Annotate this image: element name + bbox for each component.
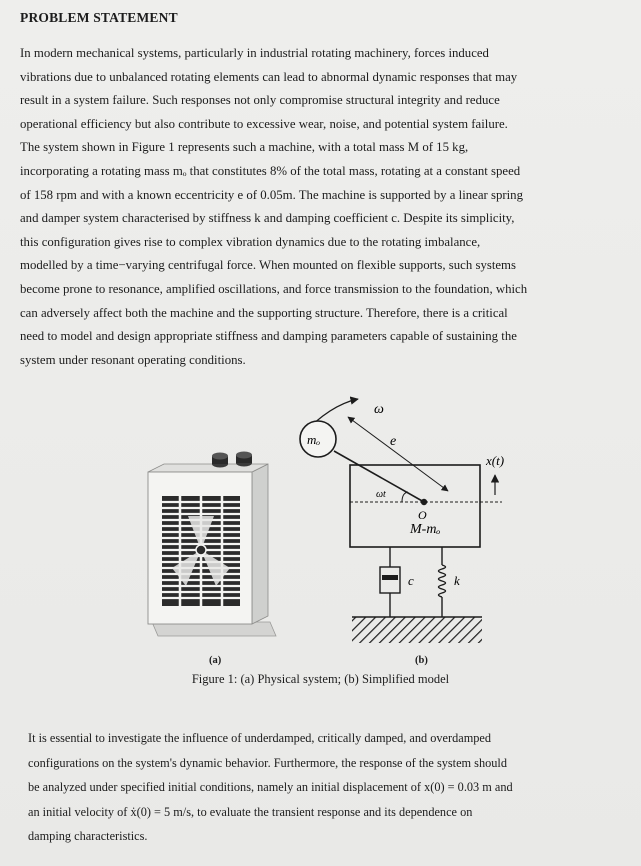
ground-hatch xyxy=(352,617,482,643)
figure-label-b: (b) xyxy=(415,655,428,666)
rotating-mass-label: mₒ xyxy=(307,432,321,447)
fan-grille-icon xyxy=(162,496,240,606)
paragraph-line: need to model and design appropriate stiffness and damping parameters capable of sustaining the xyxy=(20,329,517,344)
eccentricity-label: e xyxy=(390,434,397,449)
paragraph-line: of 158 rpm and with a known eccentricity e of 0.05m. The machine is supported by a linear spring xyxy=(20,187,523,202)
spring-icon xyxy=(439,547,446,617)
center-label: O xyxy=(418,508,427,522)
paragraph-line: damping characteristics. xyxy=(28,829,148,844)
damper-icon xyxy=(380,547,400,617)
body-mass-label: M-mₒ xyxy=(410,522,441,537)
paragraph-line: become prone to resonance, amplified oscillations, and force transmission to the foundation, which xyxy=(20,281,528,296)
paragraph-line: vibrations due to unbalanced rotating elements can lead to abnormal dynamic responses that may xyxy=(20,69,518,84)
paragraph-line: an initial velocity of ẋ(0) = 5 m/s, to evaluate the transient response and its dependence on xyxy=(28,804,473,819)
paragraph-line: can adversely affect both the machine and the supporting structure. Therefore, there is a critical xyxy=(20,305,508,320)
simplified-model-figure xyxy=(290,395,540,655)
paragraph-line: modelled by a time−varying centrifugal force. When mounted on flexible supports, such systems xyxy=(20,258,516,273)
physical-system-figure xyxy=(140,450,290,645)
angle-label: ωt xyxy=(376,489,386,500)
paragraph-line: and damper system characterised by stiffness k and damping coefficient c. Despite its simplicity, xyxy=(20,211,515,226)
paragraph-line: configurations on the system's dynamic behavior. Furthermore, the response of the system should xyxy=(28,755,507,770)
knob-left-icon xyxy=(212,453,228,468)
paragraph-line: The system shown in Figure 1 represents such a machine, with a total mass M of 15 kg, xyxy=(20,140,469,155)
analysis-paragraph xyxy=(28,726,620,849)
paragraph-line: this configuration gives rise to complex vibration dynamics due to the rotating imbalance, xyxy=(20,234,481,249)
damper-label: c xyxy=(408,573,414,588)
spring-label: k xyxy=(454,573,460,588)
displacement-label: x(t) xyxy=(486,453,505,468)
problem-paragraph xyxy=(20,42,620,372)
omega-label: ω xyxy=(374,402,384,417)
figure-label-a: (a) xyxy=(209,655,222,666)
paragraph-line: operational efficiency but also contribute to excessive wear, noise, and potential system failure. xyxy=(20,116,508,131)
section-heading: PROBLEM STATEMENT xyxy=(20,10,178,25)
rotation-center-point xyxy=(421,499,427,505)
paragraph-line: system under resonant operating conditions. xyxy=(20,352,246,367)
knob-right-icon xyxy=(236,452,252,467)
paragraph-line: incorporating a rotating mass mₒ that constitutes 8% of the total mass, rotating at a constant speed xyxy=(20,163,521,178)
paragraph-line: It is essential to investigate the influence of underdamped, critically damped, and overdamped xyxy=(28,731,492,745)
paragraph-line: result in a system failure. Such responses not only compromise structural integrity and reduce xyxy=(20,93,500,108)
paragraph-line: be analyzed under specified initial conditions, namely an initial displacement of x(0) = 0.03 m and xyxy=(28,780,513,795)
figure-caption: Figure 1: (a) Physical system; (b) Simplified model xyxy=(191,672,450,686)
paragraph-line: In modern mechanical systems, particularly in industrial rotating machinery, forces induced xyxy=(20,46,489,60)
